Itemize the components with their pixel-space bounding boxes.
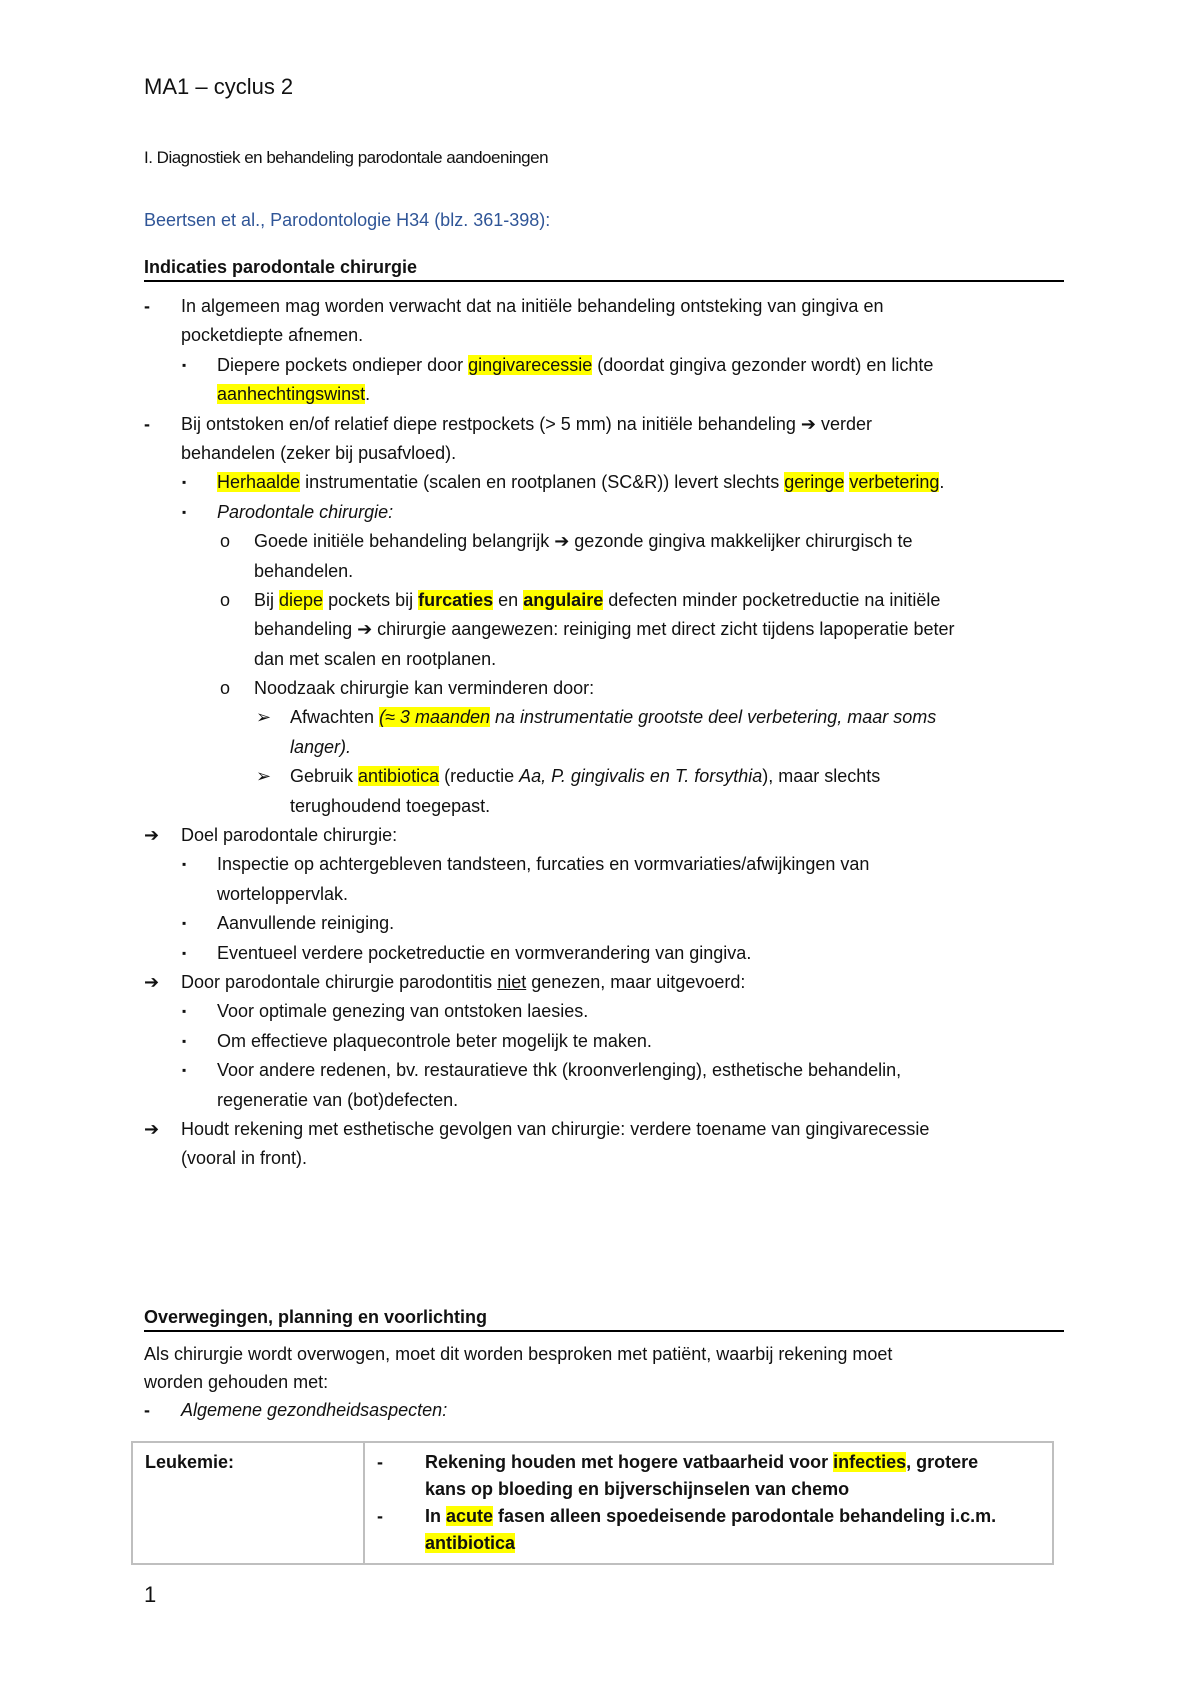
list-item: (vooral in front).	[181, 1148, 308, 1169]
dash-bullet-icon: -	[144, 1400, 150, 1420]
highlight: angulaire	[523, 589, 604, 610]
square-bullet-icon: ▪	[182, 1004, 187, 1019]
dash-bullet-icon: -	[377, 1506, 383, 1526]
highlight: Herhaalde	[217, 472, 301, 493]
square-bullet-icon: ▪	[182, 357, 187, 372]
list-item: - Rekening houden met hogere vatbaarheid voor infecties, grotere	[377, 1449, 1040, 1476]
section-title-indicaties: Indicaties parodontale chirurgie	[144, 257, 1064, 282]
dash-bullet-icon: -	[377, 1452, 383, 1472]
section-body-indicaties	[144, 292, 1074, 1174]
list-item: - In acute fasen alleen spoedeisende parodontale behandeling i.c.m.	[377, 1503, 1040, 1530]
list-item: ▪ Eventueel verdere pocketreductie en vormverandering van gingiva.	[144, 939, 1074, 968]
list-item: ➢ Afwachten (≈ 3 maanden na instrumentatie grootste deel verbetering, maar soms	[144, 703, 1074, 732]
highlight: acute	[446, 1506, 494, 1526]
list-item: ▪ Herhaalde instrumentatie (scalen en rootplanen (SC&R)) levert slechts geringe verbetering.	[144, 468, 1074, 497]
table-cell-label: Leukemie:	[132, 1442, 364, 1564]
list-item: ➔ Door parodontale chirurgie parodontitis niet genezen, maar uitgevoerd:	[144, 968, 1074, 997]
document-subtitle: I. Diagnostiek en behandeling parodontale aandoeningen	[144, 148, 549, 167]
list-item: ➔ Houdt rekening met esthetische gevolgen van chirurgie: verdere toename van gingivarecessie	[144, 1115, 1074, 1144]
highlight: aanhechtingswinst	[217, 384, 366, 405]
highlight: diepe	[279, 589, 324, 610]
list-item: - In algemeen mag worden verwacht dat na initiële behandeling ontsteking van gingiva en	[144, 292, 1074, 321]
highlight: (≈ 3 maanden	[379, 707, 491, 728]
arrow-right-icon: ➔	[144, 971, 160, 992]
list-item: o Noodzaak chirurgie kan verminderen door:	[144, 674, 1074, 703]
section-intro: Als chirurgie wordt overwogen, moet dit worden besproken met patiënt, waarbij rekening moet worden gehouden met: - Algemene gezondheidsaspecten:	[144, 1340, 1064, 1424]
list-item: terughoudend toegepast.	[290, 795, 491, 816]
list-item: behandeling ➔ chirurgie aangewezen: reiniging met direct zicht tijdens lapoperatie beter	[254, 619, 955, 640]
highlight: antibiotica	[358, 766, 440, 787]
list-item	[377, 1530, 1040, 1557]
list-item: behandelen.	[254, 560, 354, 581]
list-item: aanhechtingswinst.	[217, 384, 371, 405]
section-title-overwegingen: Overwegingen, planning en voorlichting	[144, 1307, 1064, 1332]
list-item: worteloppervlak.	[217, 883, 349, 904]
dash-bullet-icon: -	[144, 413, 150, 434]
table-cell-content	[364, 1442, 1053, 1564]
list-item: - Algemene gezondheidsaspecten:	[144, 1396, 1064, 1424]
square-bullet-icon: ▪	[182, 1063, 187, 1078]
highlight: geringe	[784, 472, 845, 493]
list-item: ▪ Voor andere redenen, bv. restauratieve thk (kroonverlenging), esthetische behandelin,	[144, 1056, 1074, 1085]
highlight: infecties	[833, 1452, 907, 1472]
list-item: regeneratie van (bot)defecten.	[217, 1089, 459, 1110]
square-bullet-icon: ▪	[182, 1033, 187, 1048]
list-item: ▪ Diepere pockets ondieper door gingivarecessie (doordat gingiva gezonder wordt) en lichte	[144, 351, 1074, 380]
list-item: behandelen (zeker bij pusafvloed).	[181, 442, 457, 463]
reference-heading: Beertsen et al., Parodontologie H34 (blz. 361-398):	[144, 210, 551, 230]
highlight: antibiotica	[425, 1533, 516, 1553]
list-item: ▪ Parodontale chirurgie:	[144, 498, 1074, 527]
circle-bullet-icon: o	[220, 531, 231, 552]
list-item: ▪ Inspectie op achtergebleven tandsteen, furcaties en vormvariaties/afwijkingen van	[144, 850, 1074, 879]
square-bullet-icon: ▪	[182, 857, 187, 872]
list-item: o Bij diepe pockets bij furcaties en angulaire defecten minder pocketreductie na initiële	[144, 586, 1074, 615]
list-item: ➔ Doel parodontale chirurgie:	[144, 821, 1074, 850]
arrowhead-bullet-icon: ➢	[256, 766, 272, 787]
list-item: o Goede initiële behandeling belangrijk ➔ gezonde gingiva makkelijker chirurgisch te	[144, 527, 1074, 556]
list-item: ▪ Voor optimale genezing van ontstoken laesies.	[144, 997, 1074, 1026]
square-bullet-icon: ▪	[182, 504, 187, 519]
highlight: furcaties	[418, 589, 494, 610]
table-row	[132, 1442, 1053, 1564]
arrowhead-bullet-icon: ➢	[256, 707, 272, 728]
list-item: dan met scalen en rootplanen.	[254, 648, 497, 669]
arrow-right-icon: ➔	[144, 1118, 160, 1139]
health-table	[131, 1441, 1054, 1565]
list-item: - Bij ontstoken en/of relatief diepe restpockets (> 5 mm) na initiële behandeling ➔ verder	[144, 410, 1074, 439]
list-item: ➢ Gebruik antibiotica (reductie Aa, P. gingivalis en T. forsythia), maar slechts	[144, 762, 1074, 791]
highlight: gingivarecessie	[468, 354, 593, 375]
list-item: ▪ Om effectieve plaquecontrole beter mogelijk te maken.	[144, 1027, 1074, 1056]
page-header: MA1 – cyclus 2	[144, 74, 294, 99]
highlight: verbetering	[849, 472, 940, 493]
dash-bullet-icon: -	[144, 296, 150, 316]
square-bullet-icon: ▪	[182, 945, 187, 960]
page-number: 1	[144, 1582, 157, 1607]
list-item: pocketdiepte afnemen.	[181, 325, 364, 346]
circle-bullet-icon: o	[220, 589, 231, 610]
circle-bullet-icon: o	[220, 678, 231, 699]
arrow-right-icon: ➔	[144, 825, 160, 846]
list-item: ▪ Aanvullende reiniging.	[144, 909, 1074, 938]
list-item: kans op bloeding en bijverschijnselen van chemo	[425, 1479, 850, 1499]
square-bullet-icon: ▪	[182, 475, 187, 490]
list-item: langer).	[290, 736, 352, 757]
square-bullet-icon: ▪	[182, 916, 187, 931]
